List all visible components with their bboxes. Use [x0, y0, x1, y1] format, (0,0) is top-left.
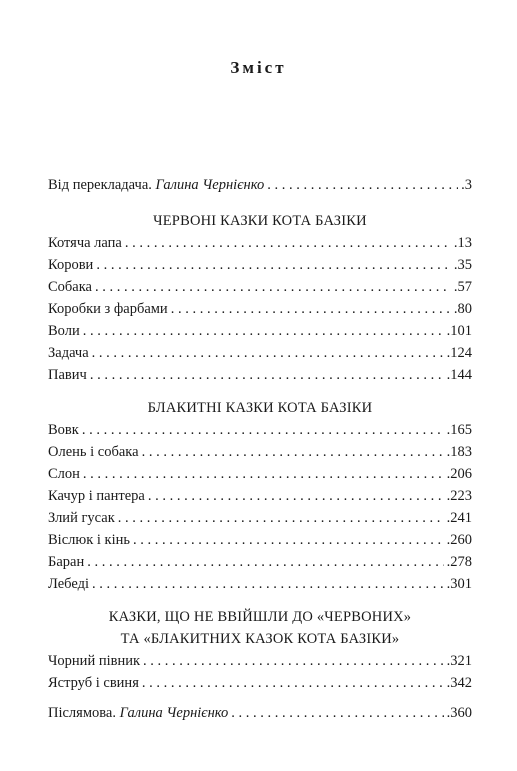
dot-leader — [90, 364, 444, 386]
dot-leader — [92, 573, 444, 595]
entry-title: Лебеді — [48, 576, 90, 592]
toc-entry[interactable] — [48, 298, 472, 320]
page-number: .80 — [453, 301, 472, 317]
entry-title: Воли — [48, 323, 80, 339]
page-number: .35 — [453, 257, 472, 273]
section-other-list — [48, 650, 472, 694]
page-number: .144 — [446, 367, 472, 383]
page-number: .223 — [446, 488, 472, 504]
section-heading-other-line1: КАЗКИ, ЩО НЕ ВВІЙШЛИ ДО «ЧЕРВОНИХ» — [108, 609, 412, 625]
dot-leader — [82, 419, 444, 441]
entry-title: Собака — [48, 279, 92, 295]
page-number: .206 — [446, 466, 472, 482]
dot-leader — [83, 320, 444, 342]
section-heading-blue: БЛАКИТНІ КАЗКИ КОТА БАЗІКИ — [147, 400, 373, 416]
entry-title: Вовк — [48, 422, 79, 438]
dot-leader — [92, 342, 444, 364]
page-title: Зміст — [230, 58, 287, 77]
entry-title: Яструб і свиня — [48, 675, 139, 691]
toc-entry[interactable] — [48, 364, 472, 386]
entry-author: Галина Чернієнко — [155, 177, 265, 193]
page-number: .241 — [446, 510, 472, 526]
entry-title: Павич — [48, 367, 87, 383]
page-number: .360 — [446, 705, 472, 721]
toc-entry[interactable] — [48, 419, 472, 441]
toc-entry[interactable] — [48, 573, 472, 595]
dot-leader — [87, 551, 443, 573]
entry-title: Коробки з фарбами — [48, 301, 168, 317]
dot-leader — [96, 254, 451, 276]
toc-entry[interactable] — [48, 441, 472, 463]
entry-title: Котяча лапа — [48, 235, 122, 251]
toc-entry[interactable] — [48, 276, 472, 298]
section-heading-other-line2: ТА «БЛАКИТНИХ КАЗОК КОТА БАЗІКИ» — [120, 631, 400, 647]
dot-leader — [267, 174, 458, 196]
dot-leader — [95, 276, 451, 298]
dot-leader — [118, 507, 444, 529]
entry-title: Післямова. — [48, 705, 116, 721]
dot-leader — [142, 441, 444, 463]
page-number: .321 — [446, 653, 472, 669]
section-heading-red: ЧЕРВОНІ КАЗКИ КОТА БАЗІКИ — [153, 213, 367, 229]
dot-leader — [171, 298, 451, 320]
entry-author: Галина Чернієнко — [119, 705, 229, 721]
dot-leader — [142, 672, 444, 694]
toc-entry[interactable] — [48, 485, 472, 507]
page-number: .57 — [453, 279, 472, 295]
toc-entry[interactable] — [48, 529, 472, 551]
toc-entry[interactable] — [48, 254, 472, 276]
toc-entry[interactable] — [48, 232, 472, 254]
dot-leader — [231, 702, 443, 724]
page-number: .278 — [446, 554, 472, 570]
page-number: .13 — [453, 235, 472, 251]
entry-title: Від перекладача. — [48, 177, 152, 193]
entry-title: Задача — [48, 345, 89, 361]
section-red-list — [48, 232, 472, 386]
entry-title: Віслюк і кінь — [48, 532, 130, 548]
dot-leader — [125, 232, 451, 254]
toc-entry-afterword[interactable] — [48, 702, 472, 724]
table-of-contents — [48, 174, 472, 724]
toc-entry-intro[interactable] — [48, 174, 472, 196]
toc-entry[interactable] — [48, 342, 472, 364]
page-number: .342 — [446, 675, 472, 691]
page-number: .301 — [446, 576, 472, 592]
dot-leader — [133, 529, 444, 551]
entry-title: Корови — [48, 257, 94, 273]
dot-leader — [83, 463, 444, 485]
dot-leader — [148, 485, 444, 507]
toc-entry[interactable] — [48, 551, 472, 573]
entry-title: Чорний півник — [48, 653, 141, 669]
entry-title: Злий гусак — [48, 510, 115, 526]
page-number: .101 — [446, 323, 472, 339]
page-number: .183 — [446, 444, 472, 460]
entry-title: Олень і собака — [48, 444, 139, 460]
page-number: .124 — [446, 345, 472, 361]
toc-entry[interactable] — [48, 672, 472, 694]
page-number: .165 — [446, 422, 472, 438]
entry-title: Баран — [48, 554, 85, 570]
dot-leader — [143, 650, 444, 672]
page-number: .260 — [446, 532, 472, 548]
toc-entry[interactable] — [48, 320, 472, 342]
entry-title: Слон — [48, 466, 80, 482]
toc-entry[interactable] — [48, 507, 472, 529]
section-blue-list — [48, 419, 472, 595]
toc-entry[interactable] — [48, 650, 472, 672]
entry-title: Качур і пантера — [48, 488, 145, 504]
page-number: .3 — [461, 177, 472, 193]
toc-entry[interactable] — [48, 463, 472, 485]
